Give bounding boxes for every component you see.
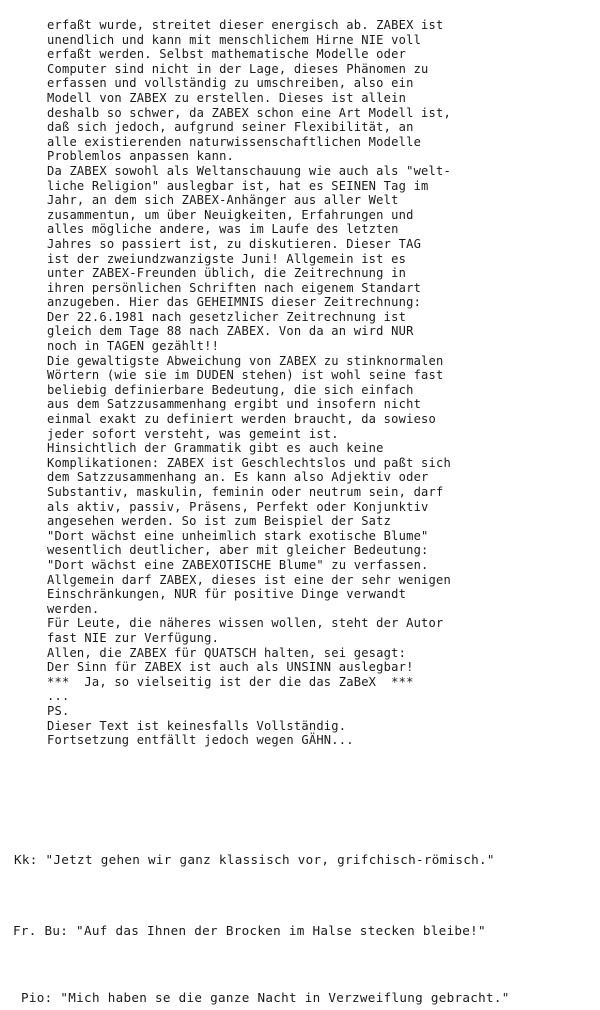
text-line: unendlich und kann mit menschlichem Hirne NIE voll	[47, 32, 422, 47]
text-line: ...	[47, 689, 70, 704]
text-line: deshalb so schwer, da ZABEX schon eine Art Modell ist,	[47, 105, 451, 120]
text-line: Fortsetzung entfällt jedoch wegen GÄHN...	[47, 733, 354, 748]
text-line: alles mögliche andere, was im Laufe des letzten	[47, 222, 399, 237]
text-line: einmal exakt zu definiert werden braucht, da sowieso	[47, 412, 437, 427]
text-line: Dieser Text ist keinesfalls Vollständig.	[47, 718, 347, 733]
text-line: Die gewaltigste Abweichung von ZABEX zu stinknormalen	[47, 353, 444, 368]
text-line: Allgemein darf ZABEX, dieses ist eine der sehr wenigen	[47, 572, 451, 587]
text-line: erfassen und vollständig zu umschreiben, also ein	[47, 76, 414, 91]
text-line: Jahres so passiert ist, zu diskutieren. Dieser TAG	[47, 236, 422, 251]
quote-fr-bu: Fr. Bu: "Auf das Ihnen der Brocken im Halse stecken bleibe!"	[13, 923, 486, 938]
text-line: Wörtern (wie sie im DUDEN stehen) ist wohl seine fast	[47, 368, 444, 383]
text-line: PS.	[47, 703, 70, 718]
text-line: beliebig definierbare Bedeutung, die sich einfach	[47, 382, 414, 397]
text-line: daß sich jedoch, aufgrund seiner Flexibilität, an	[47, 120, 414, 135]
text-line: dem Satzzusammenhang an. Es kann also Adjektiv oder	[47, 470, 429, 485]
text-line: Modell von ZABEX zu erstellen. Dieses ist allein	[47, 90, 407, 105]
text-line: Da ZABEX sowohl als Weltanschauung wie auch als "welt-	[47, 163, 451, 178]
text-line: Hinsichtlich der Grammatik gibt es auch keine	[47, 441, 384, 456]
text-line: als aktiv, passiv, Präsens, Perfekt oder Konjunktiv	[47, 499, 429, 514]
text-line: Für Leute, die näheres wissen wollen, steht der Autor	[47, 616, 444, 631]
text-line: Komplikationen: ZABEX ist Geschlechtslos und paßt sich	[47, 455, 451, 470]
text-line: Jahr, an dem sich ZABEX-Anhänger aus aller Welt	[47, 193, 399, 208]
text-line: Einschränkungen, NUR für positive Dinge verwandt	[47, 587, 407, 602]
quote-kk: Kk: "Jetzt gehen wir ganz klassisch vor, grifchisch-römisch."	[14, 852, 495, 867]
text-line: alle existierenden naturwissenschaftlichen Modelle	[47, 134, 422, 149]
text-line: Allen, die ZABEX für QUATSCH halten, sei gesagt:	[47, 645, 407, 660]
text-line: aus dem Satzzusammenhang ergibt und insofern nicht	[47, 397, 422, 412]
text-line: angesehen werden. So ist zum Beispiel der Satz	[47, 514, 392, 529]
text-line: erfaßt wurde, streitet dieser energisch ab. ZABEX ist	[47, 18, 444, 32]
text-line: fast NIE zur Verfügung.	[47, 630, 220, 645]
text-line: Computer sind nicht in der Lage, dieses Phänomen zu	[47, 61, 429, 76]
text-line: ihren persönlichen Schriften nach eigenem Standart	[47, 280, 422, 295]
text-line: Der 22.6.1981 nach gesetzlicher Zeitrechnung ist	[47, 309, 407, 324]
text-line: gleich dem Tage 88 nach ZABEX. Von da an wird NUR	[47, 324, 414, 339]
text-line: noch in TAGEN gezählt!!	[47, 339, 220, 354]
text-line: *** Ja, so vielseitig ist der die das ZaBeX ***	[47, 674, 414, 689]
text-line: "Dort wächst eine unheimlich stark exotische Blume"	[47, 528, 429, 543]
text-line: liche Religion" auslegbar ist, hat es SEINEN Tag im	[47, 178, 429, 193]
text-line: werden.	[47, 601, 100, 616]
text-line: anzugeben. Hier das GEHEIMNIS dieser Zeitrechnung:	[47, 295, 422, 310]
text-line: unter ZABEX-Freunden üblich, die Zeitrechnung in	[47, 266, 407, 281]
text-line: Substantiv, maskulin, feminin oder neutrum sein, darf	[47, 485, 444, 499]
text-line: Problemlos anpassen kann.	[47, 149, 235, 164]
text-line: "Dort wächst eine ZABEXOTISCHE Blume" zu verfassen.	[47, 557, 429, 572]
text-line: ist der zweiundzwanzigste Juni! Allgemein ist es	[47, 251, 407, 266]
text-line: jeder sofort versteht, was gemeint ist.	[47, 426, 339, 441]
body-text	[47, 18, 587, 748]
text-line: wesentlich deutlicher, aber mit gleicher Bedeutung:	[47, 543, 429, 558]
text-line: erfaßt werden. Selbst mathematische Modelle oder	[47, 47, 407, 62]
text-line: zusammentun, um über Neuigkeiten, Erfahrungen und	[47, 207, 414, 222]
text-line: Der Sinn für ZABEX ist auch als UNSINN auslegbar!	[47, 660, 414, 675]
quote-pio: Pio: "Mich haben se die ganze Nacht in Verzweiflung gebracht."	[21, 990, 510, 1005]
